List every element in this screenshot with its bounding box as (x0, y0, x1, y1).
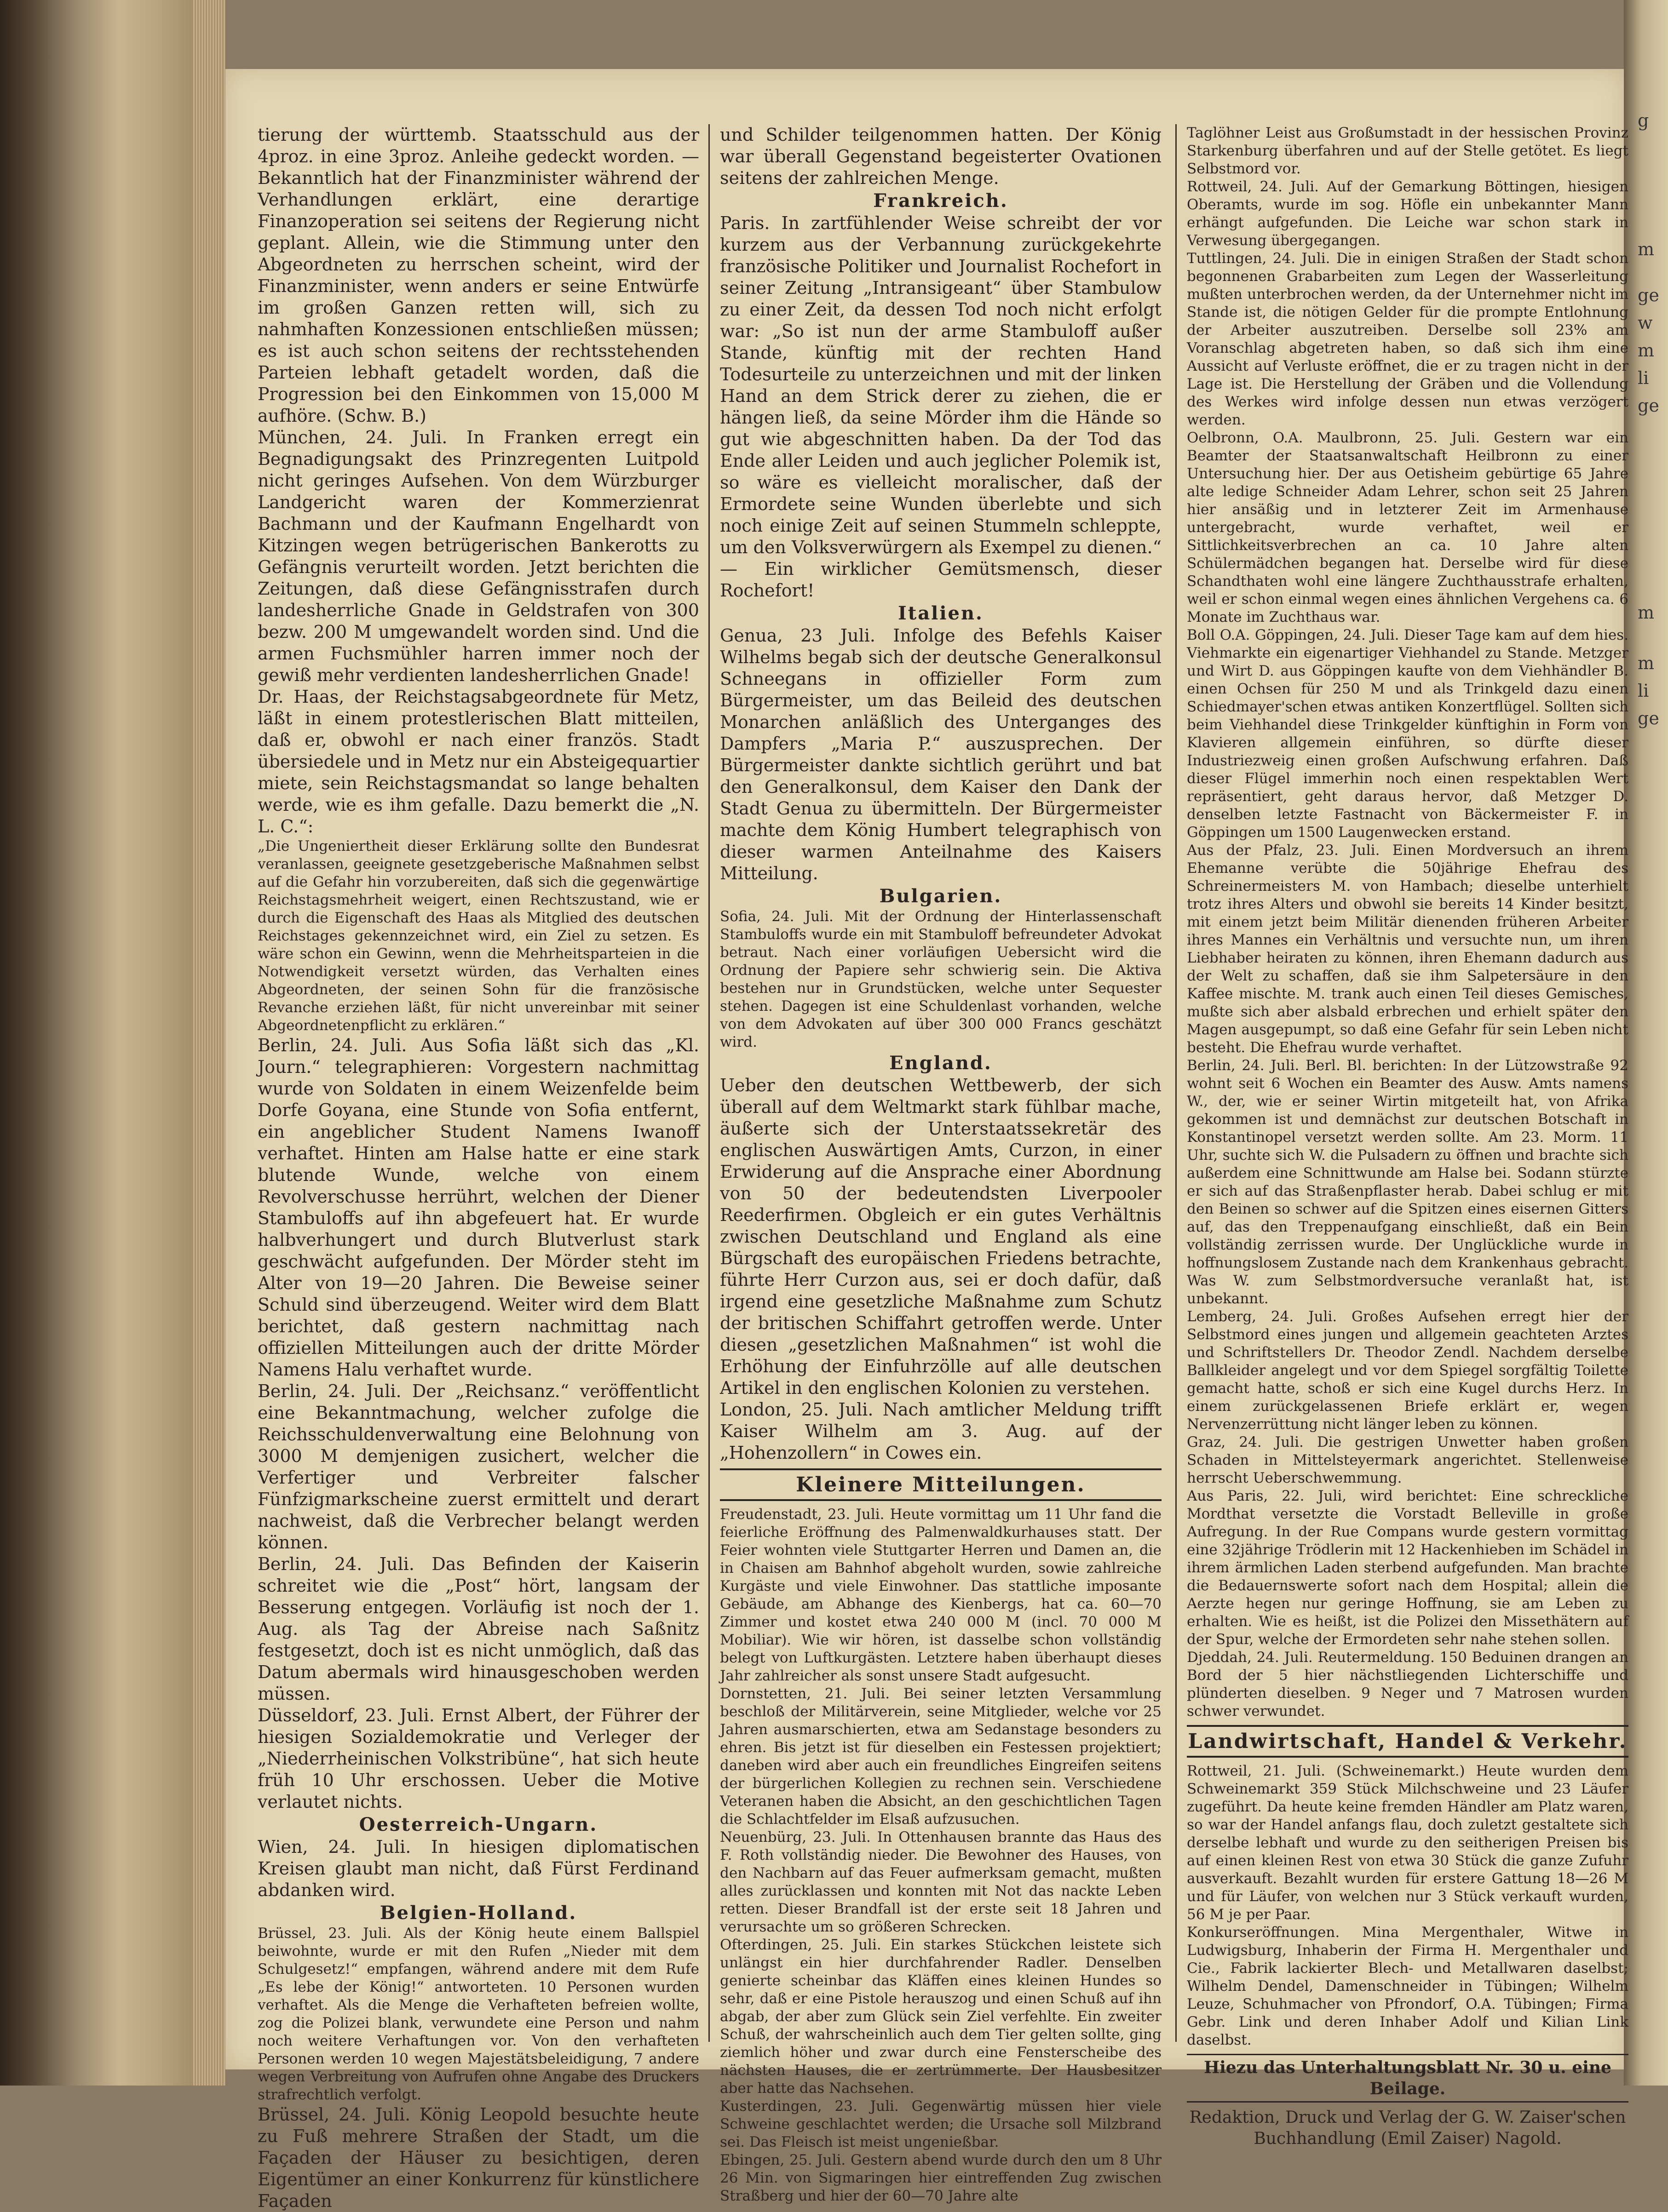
section-heading: Oesterreich-Ungarn. (359, 1814, 598, 1835)
article: Wien, 24. Juli. In hiesigen diplomatischen Kreisen glaubt man nicht, daß Fürst Ferdinand abdanken wird. (258, 1837, 699, 1900)
article: Djeddah, 24. Juli. Reutermeldung. 150 Beduinen drangen an Bord der 5 hier nächstliegenden Lichterschiffe und plünderten dieselben. 9 Neger und 7 Matrosen wurden schwer verwundet. (1187, 1649, 1628, 1719)
edge-fragment: li (1638, 368, 1649, 388)
book-spine (0, 0, 193, 2086)
column-rule (708, 124, 710, 2042)
next-page-edge (1624, 0, 1668, 2086)
article: Oelbronn, O.A. Maulbronn, 25. Juli. Gestern war ein Beamter der Staatsanwaltschaft Heilbronn zu einer Untersuchung hier. Der aus Oetisheim gebürtige 65 Jahre alte ledige Schneider Adam Lehrer, schon seit 25 Jahren hier ansäßig und in letzterer Zeit im Armenhause untergebracht, wurde verhaftet, weil er Sittlichkeitsverbrechen an ca. 10 Jahre alten Schülermädchen begangen hat. Derselbe wird für diese Schandthaten wohl eine längere Zuchthausstrafe erhalten, weil er schon einmal wegen eines ähnlichen Vergehens ca. 6 Monate im Zuchthaus war. (1187, 430, 1628, 625)
article: Düsseldorf, 23. Juli. Ernst Albert, der Führer der hiesigen Sozialdemokratie und Verleger der „Niederrheinischen Volkstribüne“, hat sich heute früh 10 Uhr erschossen. Ueber die Motive verlautet nichts. (258, 1705, 699, 1812)
edge-fragment: li (1638, 681, 1649, 701)
section-heading: Frankreich. (873, 190, 1008, 212)
article: Aus Paris, 22. Juli, wird berichtet: Eine schreckliche Mordthat versetzte die Vorstadt Belleville in große Aufregung. In der Rue Compans wurde gestern vormittag eine 32jährige Trödlerin mit 12 Hackenhieben im Schädel in ihrem ärmlichen Laden sterbend aufgefunden. Man brachte die Bedauernswerte sofort nach dem Hospital; allein die Aerzte hegen nur geringe Hoffnung, sie am Leben zu erhalten. Wie es heißt, ist die Polizei den Missethätern auf der Spur, welche der Ermordeten sehr nahe stehen sollen. (1187, 1488, 1628, 1648)
column-3 (1187, 124, 1628, 2148)
article: tierung der württemb. Staatsschuld aus der 4proz. in eine 3proz. Anleihe gedeckt worden. — Bekanntlich hat der Finanzminister während der Verhandlungen erklärt, eine derartige Finanzoperation sei seitens der Regierung nicht geplant. Allein, wie die Stimmung unter den Abgeordneten zu herrschen scheint, wird der Finanzminister, wenn anders er seine Entwürfe im großen Ganzen retten will, sich zu nahmhaften Konzessionen entschließen müssen; es ist auch schon seitens der rechtsstehenden Parteien lebhaft getadelt worden, daß die Progression bei den Einkommen von 15,000 M aufhöre. (Schw. B.) (258, 125, 699, 426)
article: Lemberg, 24. Juli. Großes Aufsehen erregt hier der Selbstmord eines jungen und allgemein geachteten Arztes und Schriftstellers Dr. Theodor Zendl. Nachdem derselbe Ballkleider angelegt und vor dem Spiegel sorgfältig Toilette gemacht hatte, schoß er sich eine Kugel durchs Herz. In einem zurückgelassenen Briefe erklärt er, wegen Nervenzerrüttung nicht länger leben zu können. (1187, 1308, 1628, 1433)
edge-fragment: m (1638, 239, 1655, 259)
article: Rottweil, 21. Juli. (Schweinemarkt.) Heute wurden dem Schweinemarkt 359 Stück Milchschweine und 23 Läufer zugeführt. Da heute keine fremden Händler am Platz waren, so war der Handel anfangs flau, doch zuletzt gestaltete sich derselbe lebhaft und wurde zu den seitherigen Preisen bis auf einen kleinen Rest von etwa 30 Stück die ganze Zufuhr ausverkauft. Bezahlt wurden für erstere Gattung 18—26 M und für Läufer, von welchen nur 3 Stück verkauft wurden, 56 M je per Paar. (1187, 1763, 1628, 1923)
edge-fragment: ge (1638, 285, 1659, 305)
article: Berlin, 24. Juli. Der „Reichsanz.“ veröffentlicht eine Bekanntmachung, welcher zufolge die Reichsschuldenverwaltung eine Belohnung von 3000 M demjenigen zusichert, welcher die Verfertiger und Verbreiter falscher Fünfzigmarkscheine zuerst ermittelt und derart nachweist, daß die Verbrecher belangt werden können. (258, 1381, 699, 1553)
section-heading: Belgien-Holland. (380, 1902, 577, 1924)
edge-fragment: g (1638, 110, 1649, 131)
section-heading-boxed: Landwirtschaft, Handel & Verkehr. (1187, 1725, 1628, 1758)
article: Dr. Haas, der Reichstagsabgeordnete für Metz, läßt in einem protestlerischen Blatt mitteilen, daß er, obwohl er nach einer französ. Stadt übersiedele und in Metz nur ein Absteigequartier miete, sein Reichstagsmandat so lange behalten werde, wie es ihm gefalle. Dazu bemerkt die „N. L. C.“: (258, 687, 699, 837)
article: London, 25. Juli. Nach amtlicher Meldung trifft Kaiser Wilhelm am 3. Aug. auf der „Hohenzollern“ in Cowes ein. (720, 1399, 1162, 1463)
article: Brüssel, 24. Juli. König Leopold besuchte heute zu Fuß mehrere Straßen der Stadt, um die Façaden der Häuser zu besichtigen, deren Eigentümer an einer Konkurrenz für künstlichere Façaden (258, 2104, 699, 2211)
section-heading-boxed: Kleinere Mitteilungen. (720, 1468, 1162, 1501)
supplement-note: Hiezu das Unterhaltungsblatt Nr. 30 u. eine Beilage. (1187, 2054, 1628, 2103)
imprint: Redaktion, Druck und Verlag der G. W. Zaiser'schen Buchhandlung (Emil Zaiser) Nagold. (1189, 2108, 1626, 2148)
column-1 (258, 124, 699, 2211)
article: Dornstetten, 21. Juli. Bei seiner letzten Versammlung beschloß der Militärverein, seine Mitglieder, welche vor 25 Jahren ausmarschierten, etwa am Sedanstage besonders zu ehren. Bis jetzt ist für dieselben ein Festessen projektiert; daneben wird aber auch ein freundliches Eingreifen seitens der bürgerlichen Kollegien zu rechnen sein. Verschiedene Veteranen haben die Absicht, an den geschichtlichen Tagen die Schlachtfelder im Elsaß aufzusuchen. (720, 1685, 1162, 1828)
quote: „Die Ungeniertheit dieser Erklärung sollte den Bundesrat veranlassen, geeignete gesetzgeberische Maßnahmen selbst auf die Gefahr hin vorzubereiten, daß sich die gegenwärtige Reichstagsmehrheit weigert, einen Rechtszustand, wie er durch die Eigenschaft des Haas als Mitglied des deutschen Reichstages gekennzeichnet wird, ein Ziel zu setzen. Es wäre schon ein Gewinn, wenn die Mehrheitsparteien in die Notwendigkeit versetzt würden, das Verhalten eines Abgeordneten, der seinen Sohn für die französische Revanche erziehen läßt, für nicht unvereinbar mit seiner Abgeordnetenpflicht zu erklären.“ (258, 838, 699, 1034)
edge-fragment: ge (1638, 395, 1659, 416)
article: Brüssel, 23. Juli. Als der König heute einem Ballspiel beiwohnte, wurde er mit den Rufen „Nieder mit dem Schulgesetz!“ empfangen, während andere mit dem Rufe „Es lebe der König!“ antworteten. 10 Personen wurden verhaftet. Als die Menge die Verhafteten befreien wollte, zog die Polizei blank, verwundete eine Person und nahm noch weitere Verhaftungen vor. Von den verhafteten Personen werden 10 wegen Majestätsbeleidigung, 7 andere wegen Verbreitung von Aufrufen ohne Angabe des Druckers strafrechtlich verfolgt. (258, 1925, 699, 2103)
article: Genua, 23 Juli. Infolge des Befehls Kaiser Wilhelms begab sich der deutsche Generalkonsul Schneegans in offizieller Form zum Bürgermeister, um das Beileid des deutschen Monarchen anläßlich des Unterganges des Dampfers „Maria P.“ auszusprechen. Der Bürgermeister dankte sichtlich gerührt und bat den Generalkonsul, dem Kaiser den Dank der Stadt Genua zu übermitteln. Der Bürgermeister machte dem König Humbert telegraphisch von dieser warmen Anteilnahme des Kaisers Mitteilung. (720, 625, 1162, 883)
article: Graz, 24. Juli. Die gestrigen Unwetter haben großen Schaden in Mittelsteyermark angerichtet. Stellenweise herrscht Ueberschwemmung. (1187, 1434, 1628, 1486)
article: Kusterdingen, 23. Juli. Gegenwärtig müssen hier viele Schweine geschlachtet werden; die Ursache soll Milzbrand sei. Das Fleisch ist meist ungenießbar. (720, 2098, 1162, 2150)
article: Berlin, 24. Juli. Aus Sofia läßt sich das „Kl. Journ.“ telegraphieren: Vorgestern nachmittag wurde von Soldaten in einem Weizenfelde beim Dorfe Goyana, eine Stunde von Sofia entfernt, ein angeblicher Student Namens Iwanoff verhaftet. Hinten am Halse hatte er eine stark blutende Wunde, welche von einem Revolverschusse herrührt, welchen der Diener Stambuloffs auf ihn abgefeuert hat. Er wurde halbverhungert und durch Blutverlust stark geschwächt aufgefunden. Der Mörder steht im Alter von 19—20 Jahren. Die Beweise seiner Schuld sind überzeugend. Weiter wird dem Blatt berichtet, daß gestern nachmittag nach offiziellen Mitteilungen auch der dritte Mörder Namens Halu verhaftet wurde. (258, 1035, 699, 1380)
article: Freudenstadt, 23. Juli. Heute vormittag um 11 Uhr fand die feierliche Eröffnung des Palmenwaldkurhauses statt. Der Feier wohnten viele Stuttgarter Herren und Damen an, die in Chaisen am Bahnhof abgeholt wurden, sowie zahlreiche Kurgäste und viele Einwohner. Das stattliche imposante Gebäude, am Abhange des Kienbergs, hat ca. 60—70 Zimmer und kostet etwa 240 000 M (incl. 70 000 M Mobiliar). Wie wir hören, ist dasselbe schon vollständig belegt von Luftkurgästen. Letztere haben überhaupt dieses Jahr zahlreicher als sonst unsere Stadt aufgesucht. (720, 1506, 1162, 1684)
article: Aus der Pfalz, 23. Juli. Einen Mordversuch an ihrem Ehemanne verübte die 50jährige Ehefrau des Schreinermeisters M. von Hambach; dieselbe unterhielt trotz ihres Alters und obwohl sie bereits 14 Kinder besitzt, mit einem jetzt beim Militär dienenden früheren Arbeiter ihres Mannes ein Verhältnis und versuchte nun, um ihren Liebhaber heiraten zu können, ihren Ehemann dadurch aus der Welt zu schaffen, daß sie ihm Salpetersäure in den Kaffee mischte. M. trank auch einen Teil dieses Gemisches, mußte sich aber alsbald erbrechen und erhielt später den Magen ausgepumpt, so daß eine Gefahr für sein Leben nicht besteht. Die Ehefrau wurde verhaftet. (1187, 842, 1628, 1056)
edge-fragment: m (1638, 602, 1655, 623)
newspaper-page (225, 69, 1628, 2211)
article: Neuenbürg, 23. Juli. In Ottenhausen brannte das Haus des F. Roth vollständig nieder. Die Bewohner des Hauses, von den Nachbarn auf das Feuer aufmerksam gemacht, mußten alles zurücklassen und konnten mit Not das nackte Leben retten. Dieser Brandfall ist der erste seit 18 Jahren und verursachte um so größeren Schrecken. (720, 1829, 1162, 1935)
article: und Schilder teilgenommen hatten. Der König war überall Gegenstand begeisterter Ovationen seitens der zahlreichen Menge. (720, 125, 1162, 188)
article: Berlin, 24. Juli. Das Befinden der Kaiserin schreitet wie die „Post“ hört, langsam der Besserung entgegen. Vorläufig ist noch der 1. Aug. als Tag der Abreise nach Saßnitz festgesetzt, doch ist es nicht unmöglich, daß das Datum abermals wird hinausgeschoben werden müssen. (258, 1554, 699, 1704)
page-stack (193, 0, 225, 2086)
article: Boll O.A. Göppingen, 24. Juli. Dieser Tage kam auf dem hies. Viehmarkte ein eigenartiger Viehhandel zu Stande. Metzger und Wirt D. aus Göppingen kaufte von dem Viehhändler B. einen Ochsen für 250 M und als Trinkgeld dazu einen Schiedmayer'schen etwas antiken Konzertflügel. Sollten sich beim Viehhandel diese Trinkgelder künftighin in Form von Klavieren allgemein einführen, so dürfte dieser Industriezweig einen großen Aufschwung erfahren. Daß dieser Flügel immerhin noch einen respektablen Wert repräsentiert, geht daraus hervor, daß Metzger D. denselben letzte Fastnacht von Bäckermeister F. in Göppingen um 1500 Laugenwecken erstand. (1187, 627, 1628, 841)
article: Tuttlingen, 24. Juli. Die in einigen Straßen der Stadt schon begonnenen Grabarbeiten zum Legen der Wasserleitung mußten unterbrochen werden, da der Unternehmer nicht im Stande ist, die nötigen Gelder für die prompte Entlohnung der Arbeiter auszutreiben. Derselbe soll 23% am Voranschlag abgetreten haben, so daß sich ihm eine Aussicht auf Verluste eröffnet, die er zu tragen nicht in der Lage ist. Die Herstellung der Gräben und die Vollendung des Werkes wird infolge dessen nun etwas verzögert werden. (1187, 250, 1628, 428)
article: Ebingen, 25. Juli. Gestern abend wurde durch den um 8 Uhr 26 Min. von Sigmaringen hier eintreffenden Zug zwischen Straßberg und hier der 60—70 Jahre alte (720, 2152, 1162, 2204)
edge-fragment: ge (1638, 708, 1659, 728)
article: Sofia, 24. Juli. Mit der Ordnung der Hinterlassenschaft Stambuloffs wurde ein mit Stambuloff befreundeter Advokat betraut. Nach einer vorläufigen Uebersicht wird die Ordnung der Papiere sehr schwierig sein. Die Aktiva bestehen nur in Grundstücken, welche unter Sequester stehen. Dagegen ist eine Schuldenlast vorhanden, welche von dem Advokaten auf über 300 000 Francs geschätzt wird. (720, 908, 1162, 1050)
edge-fragment: m (1638, 653, 1655, 673)
section-heading: England. (889, 1052, 992, 1074)
edge-fragment: w (1638, 313, 1653, 333)
article: Paris. In zartfühlender Weise schreibt der vor kurzem aus der Verbannung zurückgekehrte französische Politiker und Journalist Rochefort in seiner Zeitung „Intransigeant“ über Stambulow zu einer Zeit, da dessen Tod noch nicht erfolgt war: „So ist nun der arme Stambuloff außer Stande, künftig mit der rechten Hand Todesurteile zu unterzeichnen und mit der linken Hand an dem Strick derer zu ziehen, die er hängen ließ, da seine Mörder ihm die Hände so gut wie abgeschnitten haben. Da der Tod das Ende aller Leiden und auch jeglicher Polemik ist, so wäre es vielleicht moralischer, daß der Ermordete seine Wunden überlebte und sich noch einige Zeit auf seinen Stummeln schleppte, um den Volksverwürgern als Exempel zu dienen.“ — Ein wirklicher Gemütsmensch, dieser Rochefort! (720, 213, 1162, 601)
column-2 (720, 124, 1162, 2204)
article: Ofterdingen, 25. Juli. Ein starkes Stückchen leistete sich unlängst ein hier durchfahrender Radler. Denselben genierte scheinbar das Kläffen eines kleinen Hundes so sehr, daß er eine Pistole herauszog und einen Schuß auf ihn abgab, der aber zum Glück sein Ziel verfehlte. Ein zweiter Schuß, der wahrscheinlich auch dem Tier gelten sollte, ging ziemlich höher und zwar durch eine Fensterscheibe des nächsten Hauses, die er zertrümmerte. Der Hausbesitzer aber hatte das Nachsehen. (720, 1937, 1162, 2097)
column-rule (1175, 124, 1177, 2042)
section-heading: Italien. (898, 602, 984, 624)
article: Konkurseröffnungen. Mina Mergenthaler, Witwe in Ludwigsburg, Inhaberin der Firma H. Mergenthaler und Cie., Fabrik lackierter Blech- und Metallwaren daselbst; Wilhelm Dendel, Damenschneider in Tübingen; Wilhelm Leuze, Schuhmacher von Pfrondorf, O.A. Tübingen; Firma Gebr. Link und deren Inhaber Adolf und Kilian Link daselbst. (1187, 1924, 1628, 2048)
article: Ueber den deutschen Wettbewerb, der sich überall auf dem Weltmarkt stark fühlbar mache, äußerte sich der Unterstaatssekretär des englischen Auswärtigen Amts, Curzon, in einer Erwiderung auf die Ansprache einer Abordnung von 50 der bedeutendsten Liverpooler Reederfirmen. Obgleich er ein gutes Verhältnis zwischen Deutschland und England als eine Bürgschaft des europäischen Friedens betrachte, führte Herr Curzon aus, sei er doch dafür, daß irgend eine gesetzliche Maßnahme zum Schutz der britischen Schiffahrt getroffen werde. Unter diesen „gesetzlichen Maßnahmen“ ist wohl die Erhöhung der Einfuhrzölle auf alle deutschen Artikel in den englischen Kolonien zu verstehen. (720, 1075, 1162, 1398)
edge-fragment: m (1638, 340, 1655, 361)
article: Rottweil, 24. Juli. Auf der Gemarkung Böttingen, hiesigen Oberamts, wurde im sog. Höfle ein unbekannter Mann erhängt aufgefunden. Die Leiche war schon stark in Verwesung übergegangen. (1187, 178, 1628, 249)
article: München, 24. Juli. In Franken erregt ein Begnadigungsakt des Prinzregenten Luitpold nicht geringes Aufsehen. Von dem Würzburger Landgericht waren der Kommerzienrat Bachmann und der Kaufmann Engelhardt von Kitzingen wegen betrügerischen Bankerotts zu Gefängnis verurteilt worden. Jetzt berichten die Zeitungen, daß diese Gefängnisstrafen durch landesherrliche Gnade in Geldstrafen von 300 bezw. 200 M umgewandelt worden sind. Und die armen Fuchsmühler harren immer noch der gewiß mehr verdienten landesherrlichen Gnade! (258, 427, 699, 685)
section-heading: Bulgarien. (879, 885, 1002, 907)
article: Taglöhner Leist aus Großumstadt in der hessischen Provinz Starkenburg überfahren und auf der Stelle getötet. Es liegt Selbstmord vor. (1187, 125, 1628, 177)
article: Berlin, 24. Juli. Berl. Bl. berichten: In der Lützowstraße 92 wohnt seit 6 Wochen ein Beamter des Ausw. Amts namens W., der, wie er seiner Wirtin mitgeteilt hat, von Afrika gekommen ist und demnächst zur deutschen Botschaft in Konstantinopel versetzt werden sollte. Am 23. Morm. 11 Uhr, suchte sich W. die Pulsadern zu öffnen und brachte sich außerdem eine Schnittwunde am Halse bei. Sodann stürzte er sich auf das Straßenpflaster herab. Dabei schlug er mit den Beinen so schwer auf die Spitzen eines eisernen Gitters auf, das den Treppenaufgang einschließt, daß ein Bein vollständig zerrissen wurde. Der Unglückliche wurde in hoffnungslosem Zustande nach dem Krankenhaus gebracht. Was W. zum Selbstmordversuche veranlaßt hat, ist unbekannt. (1187, 1057, 1628, 1307)
